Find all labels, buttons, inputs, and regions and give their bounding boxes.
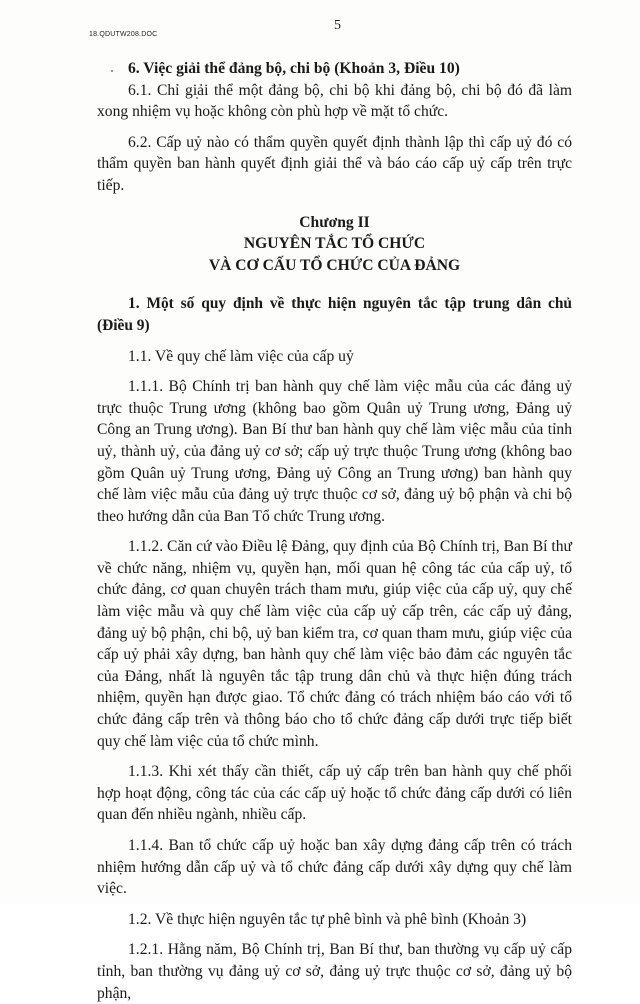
subsection-1-2: 1.2. Về thực hiện nguyên tắc tự phê bình và phê bình (Khoản 3) xyxy=(128,910,527,928)
section-6-title: 6. Việc giải thể đảng bộ, chi bộ (Khoản 3, Điều 10) xyxy=(128,60,460,77)
paragraph-1-1-3: 1.1.3. Khi xét thấy cần thiết, cấp uỷ cấp trên ban hành quy chế phối hợp hoạt động, công tác của các cấp uỷ hoặc tổ chức đảng cấp dưới có liên quan đến nhiều ngành, nhiều cấp. xyxy=(97,763,572,824)
document-body xyxy=(97,58,572,1004)
paragraph-6-2: 6.2. Cấp uỷ nào có thẩm quyền quyết định thành lập thì cấp uỷ đó có thẩm quyền ban hành quyết định giải thể và báo cáo cấp uỷ cấp trên trực tiếp. xyxy=(97,133,572,194)
paragraph-1-1-1: 1.1.1. Bộ Chính trị ban hành quy chế làm việc mẫu của các đảng uỷ trực thuộc Trung ương (không bao gồm Quân uỷ Trung ương, Đảng uỷ Công an Trung ương). Ban Bí thư ban hành quy chế làm việc mẫu của tỉnh uỷ, thành uỷ, của đảng uỷ cơ sở; cấp uỷ trực thuộc Trung ương (không bao gồm Quân uỷ Trung ương, Đảng uỷ Công an Trung ương) ban hành quy chế làm việc mẫu của đảng uỷ trực thuộc cơ sở, đảng uỷ bộ phận và chi bộ theo hướng dẫn của Ban Tổ chức Trung ương. xyxy=(97,378,572,525)
subsection-1-1: 1.1. Về quy chế làm việc của cấp uỷ xyxy=(128,347,354,365)
chapter-title-line-2: VÀ CƠ CẤU TỔ CHỨC CỦA ĐẢNG xyxy=(208,256,461,274)
file-label: 18.QDUTW208.DOC xyxy=(89,31,158,38)
chapter-heading xyxy=(97,212,572,277)
paragraph-6-1: 6.1. Chỉ giải thể một đảng bộ, chi bộ khi đảng bộ, chi bộ đó đã làm xong nhiệm vụ hoặc không còn phù hợp về mặt tổ chức. xyxy=(97,81,572,121)
paragraph-1-1-4: 1.1.4. Ban tổ chức cấp uỷ hoặc ban xây dựng đảng cấp trên có trách nhiệm hướng dẫn cấp uỷ và tổ chức đảng cấp dưới xây dựng quy chế làm việc. xyxy=(97,837,572,898)
paragraph-1-2-1: 1.2.1. Hằng năm, Bộ Chính trị, Ban Bí thư, ban thường vụ cấp uỷ cấp tỉnh, ban thường vụ đảng uỷ cơ sở, đảng uỷ trực thuộc cơ sở, đảng uỷ bộ phận, xyxy=(97,941,572,1002)
chapter-number: Chương II xyxy=(299,213,370,231)
section-1-title: 1. Một số quy định về thực hiện nguyên tắc tập trung dân chủ (Điều 9) xyxy=(97,295,572,334)
paragraph-1-1-2: 1.1.2. Căn cứ vào Điều lệ Đảng, quy định của Bộ Chính trị, Ban Bí thư về chức năng, nhiệm vụ, quyền hạn, mối quan hệ công tác của cấp uỷ, tổ chức đảng, cơ quan chuyên trách tham mưu, giúp việc của cấp uỷ, quy chế làm việc mẫu và quy chế làm việc của cấp uỷ cấp trên, các cấp uỷ đảng, đảng uỷ bộ phận, chi bộ, uỷ ban kiểm tra, cơ quan tham mưu, giúp việc của cấp uỷ phải xây dựng, ban hành quy chế làm việc bảo đảm các nguyên tắc của Đảng, nhất là nguyên tắc tập trung dân chủ và thực hiện đúng trách nhiệm, quyền hạn được giao. Tổ chức đảng có trách nhiệm báo cáo với tổ chức đảng cấp trên và thông báo cho tổ chức đảng cấp dưới trực tiếp biết quy chế làm việc của tổ chức mình. xyxy=(97,538,572,750)
chapter-title-line-1: NGUYÊN TẮC TỔ CHỨC xyxy=(243,235,426,253)
page-number: 5 xyxy=(334,18,341,33)
